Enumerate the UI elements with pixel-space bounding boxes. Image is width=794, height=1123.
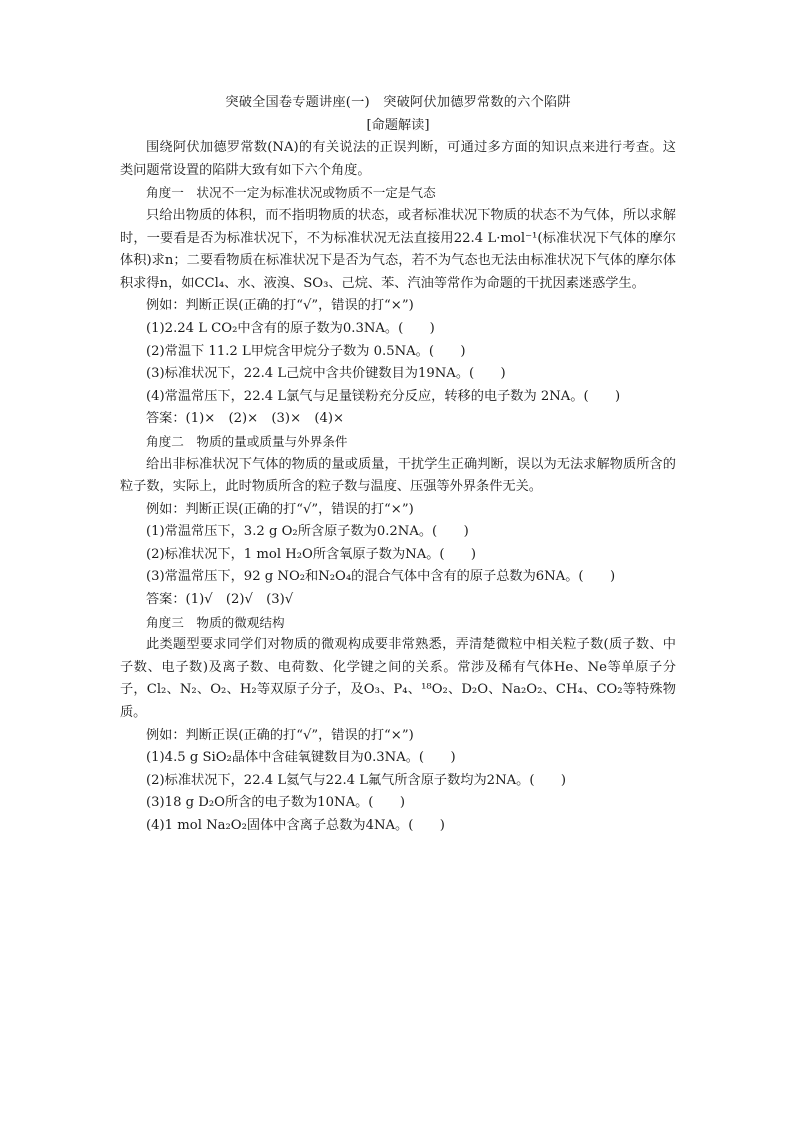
section1-body: 只给出物质的体积，而不指明物质的状态，或者标准状况下物质的状态不为气体，所以求解时，一要看是否为标准状况下，不为标准状况无法直接用22.4 L·mol⁻¹(标准状况下气体的摩尔体积)求n；二要看物质在标准状况下是否为气态，若不为气态也无法由标准状况下气体的摩尔体积求得n，如CCl₄、水、液溴、SO₃、己烷、苯、汽油等常作为命题的干扰因素迷惑学生。 (120, 207, 676, 291)
page-title: 突破全国卷专题讲座(一) 突破阿伏加德罗常数的六个陷阱 (225, 95, 571, 110)
section3-item-2: (2)标准状况下，22.4 L氦气与22.4 L氟气所含原子数均为2NA。( ) (146, 772, 566, 788)
section3-heading: 角度三 物质的微观结构 (146, 614, 285, 630)
section2-heading: 角度二 物质的量或质量与外界条件 (146, 433, 348, 449)
intro-paragraph: 围绕阿伏加德罗常数(NA)的有关说法的正误判断，可通过多方面的知识点来进行考查。这类问题常设置的陷阱大致有如下六个角度。 (120, 140, 676, 178)
section2-item-3: (3)常温常压下，92 g NO₂和N₂O₄的混合气体中含有的原子总数为6NA。( ) (146, 569, 616, 585)
section2-body: 给出非标准状况下气体的物质的量或质量，干扰学生正确判断，误以为无法求解物质所含的粒子数，实际上，此时物质所含的粒子数与温度、压强等外界条件无关。 (120, 456, 676, 495)
section2-item-2: (2)标准状况下，1 mol H₂O所含氧原子数为NA。( ) (146, 546, 477, 562)
section3-body: 此类题型要求同学们对物质的微观构成要非常熟悉，弄清楚微粒中相关粒子数(质子数、中子数、电子数)及离子数、电荷数、化学键之间的关系。常涉及稀有气体He、Ne等单原子分子，Cl₂、N₂、O₂、H₂等双原子分子，及O₃、P₄、¹⁸O₂、D₂O、Na₂O₂、CH₄、CO₂等特殊物质。 (120, 637, 676, 721)
section3-item-1: (1)4.5 g SiO₂晶体中含硅氧键数目为0.3NA。( ) (146, 750, 456, 766)
section2-example: 例如：判断正误(正确的打“√”，错误的打“×”) (146, 501, 414, 517)
section1-example: 例如：判断正误(正确的打“√”，错误的打“×”) (146, 298, 414, 314)
section2-item-1: (1)常温常压下，3.2 g O₂所含原子数为0.2NA。( ) (146, 524, 469, 540)
section3-item-3: (3)18 g D₂O所含的电子数为10NA。( ) (146, 795, 405, 811)
section1-answer: 答案：(1)× (2)× (3)× (4)× (146, 411, 345, 427)
section3-example: 例如：判断正误(正确的打“√”，错误的打“×”) (146, 727, 414, 743)
section-label: [命题解读] (366, 117, 430, 133)
section1-item-4: (4)常温常压下，22.4 L氯气与足量镁粉充分反应，转移的电子数为 2NA。( ) (146, 388, 621, 404)
section1-heading: 角度一 状况不一定为标准状况或物质不一定是气态 (146, 185, 436, 201)
document-page (120, 92, 676, 838)
section1-item-3: (3)标准状况下，22.4 L己烷中含共价键数目为19NA。( ) (146, 366, 506, 382)
section1-item-1: (1)2.24 L CO₂中含有的原子数为0.3NA。( ) (146, 320, 435, 336)
section3-item-4: (4)1 mol Na₂O₂固体中含离子总数为4NA。( ) (146, 818, 445, 833)
section1-item-2: (2)常温下 11.2 L甲烷含甲烷分子数为 0.5NA。( ) (146, 343, 466, 359)
section2-answer: 答案：(1)√ (2)√ (3)√ (146, 592, 294, 608)
